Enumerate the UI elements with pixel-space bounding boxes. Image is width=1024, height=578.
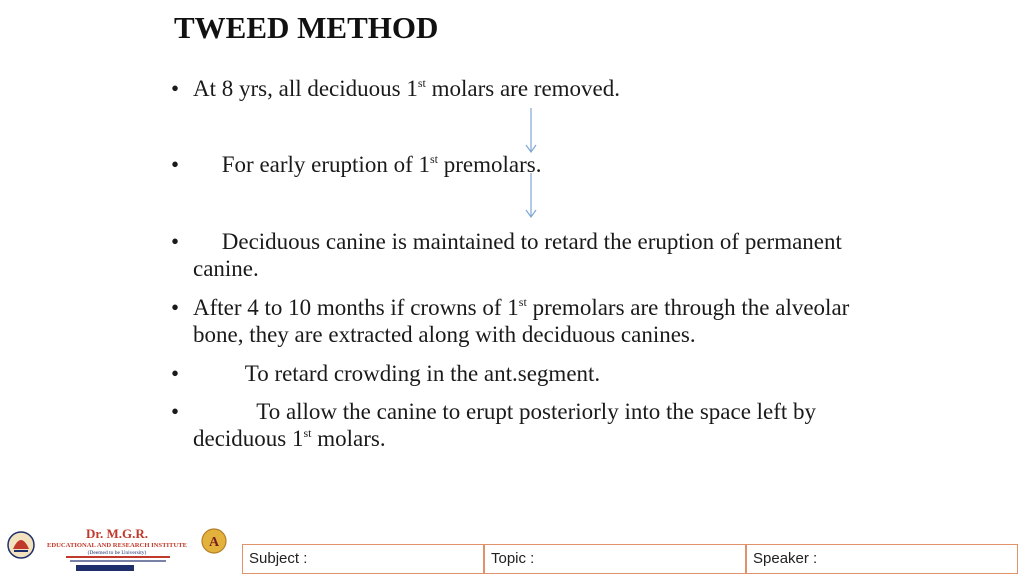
bullet-marker: • bbox=[171, 361, 180, 386]
subject-label: Subject : bbox=[249, 550, 308, 567]
speaker-field bbox=[746, 544, 1018, 574]
bullet-item bbox=[171, 228, 871, 282]
arrow-down-icon bbox=[524, 108, 538, 154]
slide-title: TWEED METHOD bbox=[174, 10, 439, 45]
bullet-text: For early eruption of 1st premolars. bbox=[193, 152, 542, 177]
svg-text:A: A bbox=[208, 535, 220, 550]
svg-text:Dr. M.G.R.: Dr. M.G.R. bbox=[86, 526, 148, 541]
bullet-marker: • bbox=[171, 229, 180, 254]
bullet-marker: • bbox=[171, 152, 180, 177]
speaker-label: Speaker : bbox=[753, 550, 818, 567]
bullet-text: After 4 to 10 months if crowns of 1st premolars are through the alveolar bone, they are extracted along with deciduous canines. bbox=[193, 295, 850, 347]
bullet-item bbox=[171, 360, 871, 387]
topic-label: Topic : bbox=[491, 550, 535, 567]
bullet-marker: • bbox=[171, 295, 180, 320]
bullet-text: To allow the canine to erupt posteriorly into the space left by deciduous 1st molars. bbox=[193, 399, 822, 451]
bullet-item bbox=[171, 151, 871, 178]
bullet-text: At 8 yrs, all deciduous 1st molars are removed. bbox=[193, 76, 621, 101]
svg-text:EDUCATIONAL AND RESEARCH INSTI: EDUCATIONAL AND RESEARCH INSTITUTE bbox=[46, 542, 188, 549]
bullet-item bbox=[171, 75, 871, 102]
bullet-marker: • bbox=[171, 399, 180, 424]
subject-field bbox=[242, 544, 484, 574]
svg-text:(Deemed to be University): (Deemed to be University) bbox=[87, 550, 147, 556]
bullet-item bbox=[171, 398, 871, 452]
bullet-item bbox=[171, 294, 871, 348]
institute-logo bbox=[4, 525, 230, 573]
bullet-marker: • bbox=[171, 76, 180, 101]
bullet-text: Deciduous canine is maintained to retard the eruption of permanent canine. bbox=[193, 229, 848, 281]
bullet-text: To retard crowding in the ant.segment. bbox=[193, 361, 601, 386]
topic-field bbox=[484, 544, 746, 574]
arrow-down-icon bbox=[524, 173, 538, 219]
